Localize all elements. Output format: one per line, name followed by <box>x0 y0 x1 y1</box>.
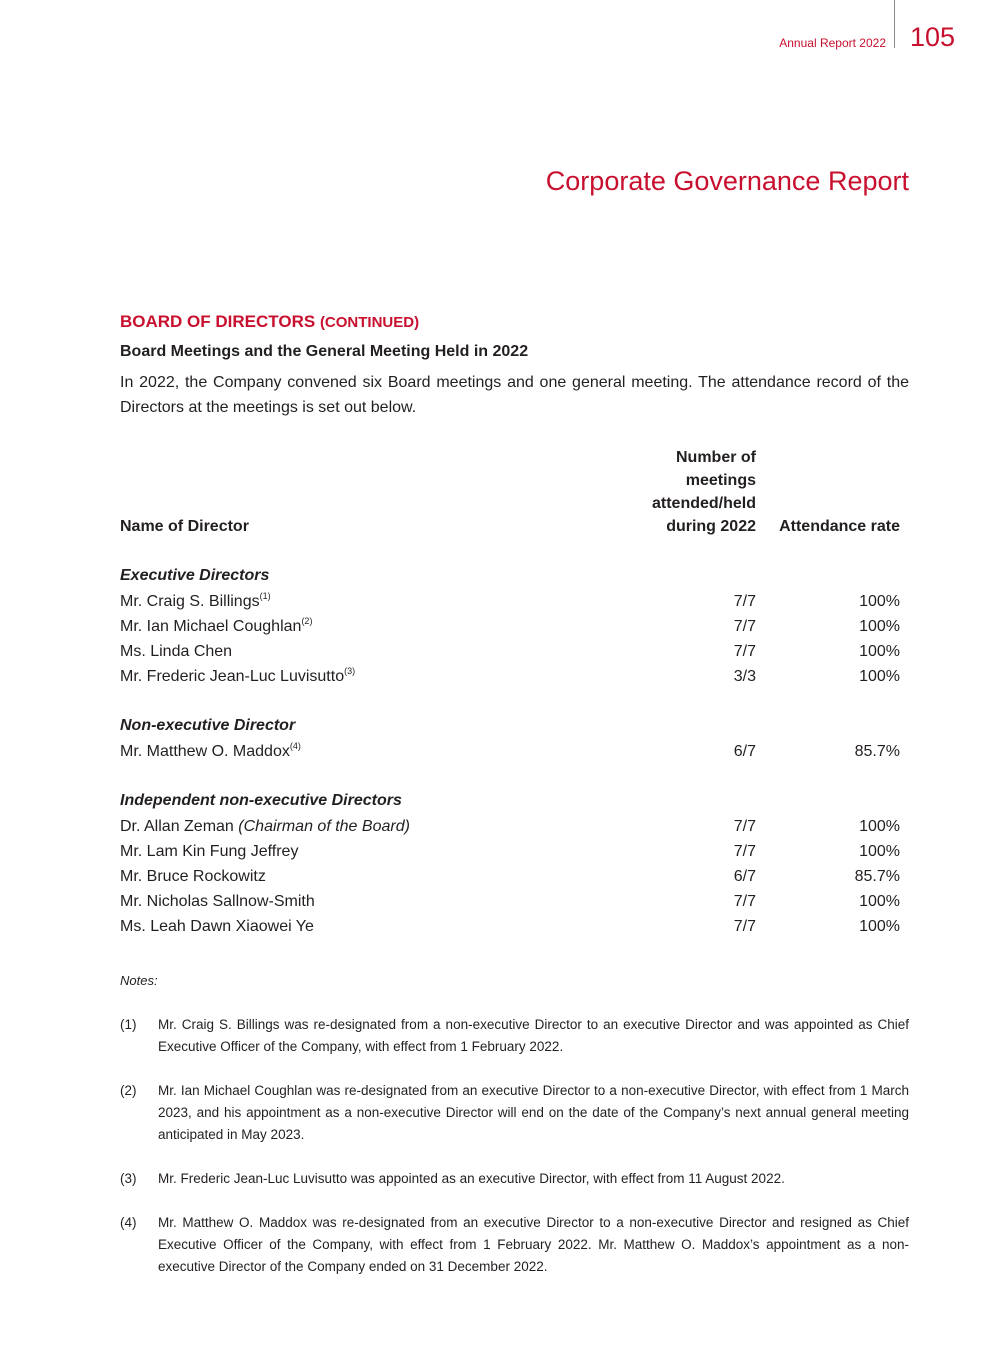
main-content <box>120 310 909 935</box>
meetings-attended: 7/7 <box>733 893 756 910</box>
table-row <box>120 889 900 914</box>
table-header-row <box>120 446 900 538</box>
director-name: Ms. Linda Chen <box>120 643 233 660</box>
section-heading-suffix: (CONTINUED) <box>319 314 420 331</box>
group-title: Independent non-executive Directors <box>120 792 402 809</box>
subheading: Board Meetings and the General Meeting Held in 2022 <box>120 343 529 360</box>
director-role: (Chairman of the Board) <box>238 818 410 835</box>
intro-paragraph: In 2022, the Company convened six Board meetings and one general meeting. The attendance record of the Directors at the meetings is set out below. <box>120 374 909 416</box>
attendance-rate: 85.7% <box>854 868 900 885</box>
section-heading-text: BOARD OF DIRECTORS <box>120 312 316 331</box>
table-row <box>120 614 900 639</box>
group-row <box>120 562 900 589</box>
section-heading <box>120 310 909 334</box>
note-item <box>120 1014 909 1058</box>
note-item <box>120 1212 909 1278</box>
group-title: Non-executive Director <box>120 717 296 734</box>
note-text: Mr. Matthew O. Maddox was re-designated from an executive Director to a non-executive Director and resigned as Chief Executive Officer of the Company, with effect from 1 February 2022. Mr. Matthew O. Maddox’s appointment as a non-executive Director of the Company ended on 31 December 2022. <box>158 1215 909 1274</box>
attendance-rate: 85.7% <box>854 743 900 760</box>
header-meetings-line: during 2022 <box>666 518 756 535</box>
attendance-rate: 100% <box>859 643 900 660</box>
meetings-attended: 3/3 <box>733 668 756 685</box>
header-number-of-meetings <box>556 446 756 538</box>
header-name-of-director: Name of Director <box>120 518 249 535</box>
attendance-rate: 100% <box>859 593 900 610</box>
page-number: 105 <box>910 22 956 52</box>
meetings-attended: 6/7 <box>733 868 756 885</box>
header-divider <box>894 0 895 48</box>
director-name: Mr. Matthew O. Maddox$^{(4)}$ <box>120 741 301 760</box>
group-title: Executive Directors <box>120 567 270 584</box>
note-number: (4) <box>120 1215 137 1230</box>
director-name: Mr. Craig S. Billings$^{(1)}$ <box>120 591 271 610</box>
notes-label: Notes: <box>120 973 158 988</box>
director-name: Dr. Allan Zeman (Chairman of the Board) <box>120 818 410 835</box>
attendance-rate: 100% <box>859 843 900 860</box>
note-number: (3) <box>120 1171 137 1186</box>
note-item <box>120 1080 909 1146</box>
meetings-attended: 6/7 <box>733 743 756 760</box>
group-row <box>120 712 900 739</box>
director-name: Mr. Lam Kin Fung Jeffrey <box>120 843 299 860</box>
table-row <box>120 739 900 764</box>
director-name: Mr. Bruce Rockowitz <box>120 868 266 885</box>
attendance-table <box>120 446 900 939</box>
meetings-attended: 7/7 <box>733 643 756 660</box>
note-ref: (2) <box>301 616 313 626</box>
note-text: Mr. Ian Michael Coughlan was re-designated from an executive Director to a non-executive Director, with effect from 1 March 2023, and his appointment as a non-executive Director will end on the date of the Company’s next annual general meeting anticipated in May 2023. <box>158 1083 909 1142</box>
table-row <box>120 914 900 939</box>
note-ref: (3) <box>344 666 356 676</box>
note-number: (2) <box>120 1083 137 1098</box>
note-text: Mr. Craig S. Billings was re-designated from a non-executive Director to an executive Director and was appointed as Chief Executive Officer of the Company, with effect from 1 February 2022. <box>158 1017 909 1054</box>
attendance-rate: 100% <box>859 893 900 910</box>
meetings-attended: 7/7 <box>733 618 756 635</box>
note-ref: (4) <box>289 741 301 751</box>
table-row <box>120 639 900 664</box>
note-item <box>120 1168 909 1190</box>
table-row <box>120 864 900 889</box>
running-head: Annual Report 2022 <box>779 36 886 50</box>
meetings-attended: 7/7 <box>733 843 756 860</box>
attendance-rate: 100% <box>859 918 900 935</box>
attendance-rate: 100% <box>859 618 900 635</box>
note-number: (1) <box>120 1017 137 1032</box>
table-row <box>120 814 900 839</box>
director-name: Mr. Nicholas Sallnow-Smith <box>120 893 315 910</box>
group-row <box>120 787 900 814</box>
director-name: Mr. Ian Michael Coughlan$^{(2)}$ <box>120 616 313 635</box>
director-name: Mr. Frederic Jean-Luc Luvisutto$^{(3)}$ <box>120 666 356 685</box>
meetings-attended: 7/7 <box>733 593 756 610</box>
attendance-rate: 100% <box>859 818 900 835</box>
director-name: Ms. Leah Dawn Xiaowei Ye <box>120 918 314 935</box>
table-row <box>120 589 900 614</box>
meetings-attended: 7/7 <box>733 918 756 935</box>
table-row <box>120 839 900 864</box>
header-attendance-rate: Attendance rate <box>779 518 900 535</box>
meetings-attended: 7/7 <box>733 818 756 835</box>
header-meetings-line: meetings <box>685 472 756 489</box>
note-ref: (1) <box>259 591 271 601</box>
table-row <box>120 664 900 689</box>
attendance-rate: 100% <box>859 668 900 685</box>
header-meetings-line: Number of <box>676 449 756 466</box>
header-meetings-line: attended/held <box>651 495 756 512</box>
note-text: Mr. Frederic Jean-Luc Luvisutto was appointed as an executive Director, with effect from 11 August 2022. <box>158 1171 785 1186</box>
page-title: Corporate Governance Report <box>545 166 909 196</box>
